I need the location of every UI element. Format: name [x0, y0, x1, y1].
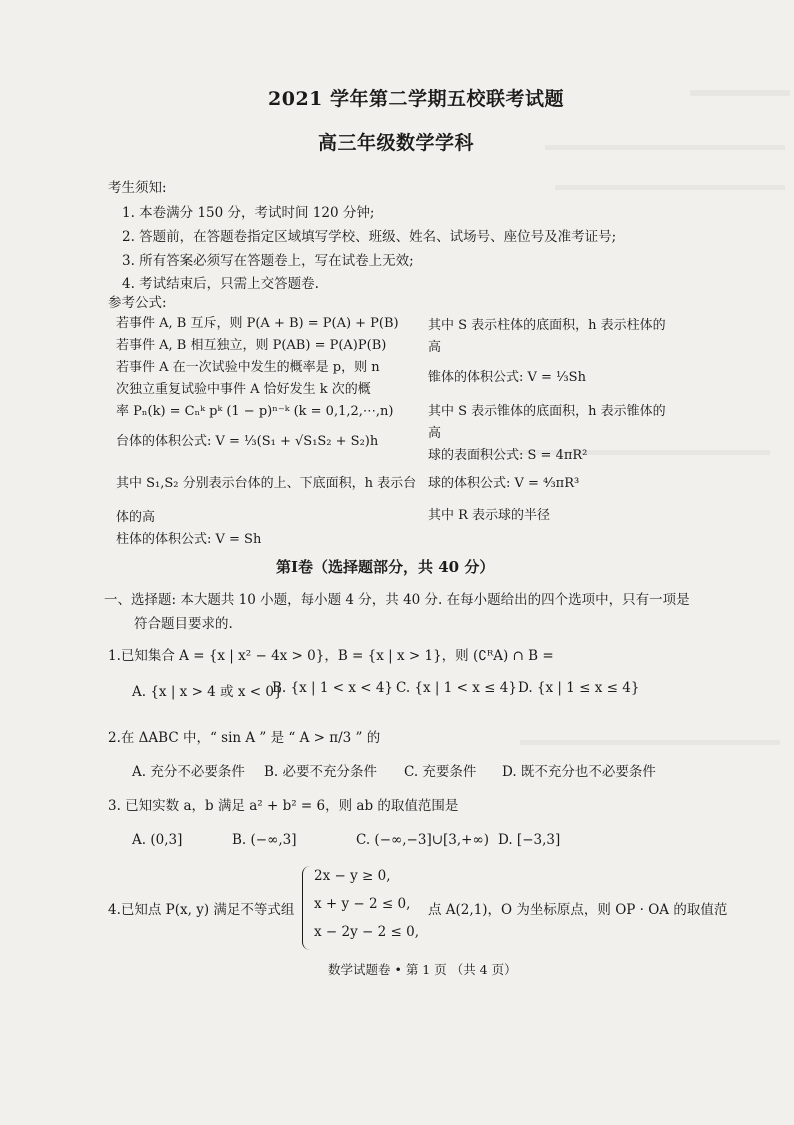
notice-heading: 考生须知: [108, 180, 167, 196]
formulas-heading: 参考公式: [108, 295, 167, 311]
formula-left: 台体的体积公式: V = ⅓(S₁ + √S₁S₂ + S₂)h [116, 434, 379, 449]
question-3-option-c: C. (−∞,−3]∪[3,+∞) [356, 832, 489, 848]
question-4-stem-prefix: 4.已知点 P(x, y) 满足不等式组 [108, 902, 295, 918]
inequality-line: x + y − 2 ≤ 0, [314, 896, 411, 912]
notice-item: 2. 答题前，在答题卷指定区域填写学校、班级、姓名、试场号、座位号及准考证号; [122, 229, 617, 245]
question-3-option-a: A. (0,3] [132, 832, 183, 848]
question-1-option-d: D. {x | 1 ≤ x ≤ 4} [518, 680, 640, 696]
question-4-stem-suffix: 点 A(2,1)，O 为坐标原点，则 OP · OA 的取值范 [428, 902, 728, 918]
formula-left: 柱体的体积公式: V = Sh [116, 532, 262, 547]
exam-subtitle: 高三年级数学学科 [318, 132, 475, 154]
formula-right: 高 [428, 340, 442, 355]
formula-right: 其中 R 表示球的半径 [428, 508, 551, 523]
formula-left: 若事件 A 在一次试验中发生的概率是 p，则 n [116, 360, 380, 375]
formula-left: 率 Pₙ(k) = Cₙᵏ pᵏ (1 − p)ⁿ⁻ᵏ (k = 0,1,2,⋯,n) [116, 404, 394, 419]
formula-left: 体的高 [116, 510, 156, 525]
formula-right: 球的体积公式: V = ⁴⁄₃πR³ [428, 476, 580, 491]
question-2-stem: 2.在 ΔABC 中，“ sin A ” 是 “ A > π/3 ” 的 [108, 730, 381, 746]
bleed-through-mark [555, 185, 785, 190]
question-2-option-d: D. 既不充分也不必要条件 [502, 764, 656, 780]
question-1-option-b: B. {x | 1 < x < 4} [272, 680, 394, 696]
notice-item: 1. 本卷满分 150 分，考试时间 120 分钟; [122, 205, 375, 221]
bleed-through-mark [520, 740, 780, 745]
question-3-option-b: B. (−∞,3] [232, 832, 297, 848]
question-3-option-d: D. [−3,3] [498, 832, 561, 848]
formula-right: 高 [428, 426, 442, 441]
section-instruction: 一、选择题: 本大题共 10 小题，每小题 4 分，共 40 分. 在每小题给出的四个选项中，只有一项是 [104, 592, 690, 608]
formula-right: 锥体的体积公式: V = ⅓Sh [428, 370, 586, 385]
formula-left: 若事件 A, B 相互独立，则 P(AB) = P(A)P(B) [116, 338, 387, 353]
bleed-through-mark [545, 145, 785, 150]
inequality-line: x − 2y − 2 ≤ 0, [314, 924, 419, 940]
formula-left: 其中 S₁,S₂ 分别表示台体的上、下底面积，h 表示台 [116, 476, 417, 491]
notice-item: 3. 所有答案必须写在答题卷上，写在试卷上无效; [122, 253, 414, 269]
question-1-stem: 1.已知集合 A = {x | x² − 4x > 0}，B = {x | x > 1}，则 (∁ᴿA) ∩ B = [108, 648, 554, 664]
section-instruction: 符合题目要求的. [134, 616, 233, 632]
question-1-option-c: C. {x | 1 < x ≤ 4} [396, 680, 517, 696]
question-2-option-b: B. 必要不充分条件 [264, 764, 378, 780]
formula-right: 其中 S 表示锥体的底面积，h 表示锥体的 [428, 404, 666, 419]
bleed-through-mark [690, 90, 790, 96]
question-2-option-c: C. 充要条件 [404, 764, 477, 780]
inequality-brace [302, 866, 311, 950]
formula-left: 若事件 A, B 互斥，则 P(A + B) = P(A) + P(B) [116, 316, 399, 331]
page-footer: 数学试题卷 • 第 1 页 （共 4 页） [328, 962, 517, 977]
question-1-option-a: A. {x | x > 4 或 x < 0} [132, 684, 283, 700]
notice-item: 4. 考试结束后，只需上交答题卷. [122, 276, 319, 292]
question-2-option-a: A. 充分不必要条件 [132, 764, 245, 780]
question-3-stem: 3. 已知实数 a，b 满足 a² + b² = 6，则 ab 的取值范围是 [108, 798, 459, 814]
formula-right: 其中 S 表示柱体的底面积，h 表示柱体的 [428, 318, 666, 333]
exam-title: 2021 学年第二学期五校联考试题 [268, 88, 564, 110]
formula-left: 次独立重复试验中事件 A 恰好发生 k 次的概 [116, 382, 371, 397]
section-title: 第Ⅰ卷（选择题部分，共 40 分） [276, 558, 495, 576]
formula-right: 球的表面积公式: S = 4πR² [428, 448, 588, 463]
inequality-line: 2x − y ≥ 0, [314, 868, 391, 884]
